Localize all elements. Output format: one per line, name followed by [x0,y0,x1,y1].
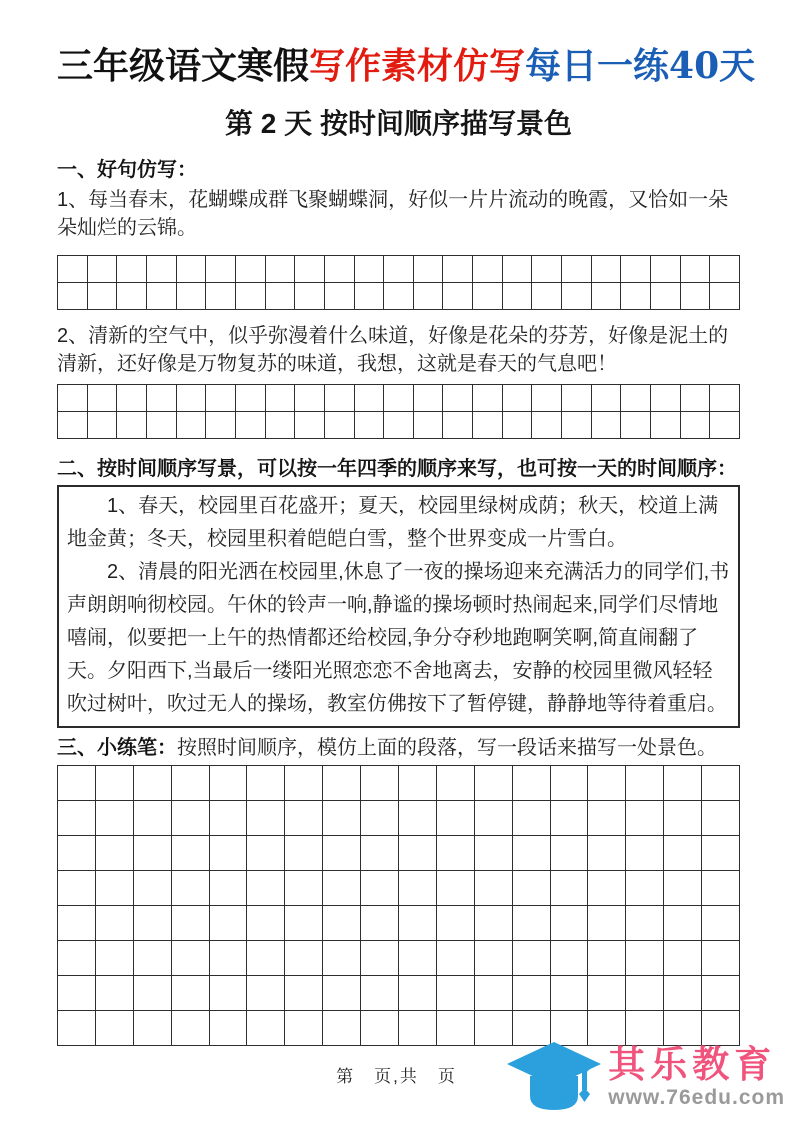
grid-cell [355,385,385,412]
grid-cell [58,976,96,1011]
grid-cell [236,412,266,439]
grid-cell [626,836,664,871]
grid-cell [295,256,325,283]
grid-cell [172,766,210,801]
grid-cell [236,256,266,283]
grid-cell [285,976,323,1011]
grid-cell [399,871,437,906]
grid-cell [172,801,210,836]
grid-cell [626,871,664,906]
grid-cell [651,283,681,310]
grid-cell [147,385,177,412]
grid-cell [588,871,626,906]
grid-cell [325,283,355,310]
grid-cell [651,256,681,283]
grid-cell [437,871,475,906]
grid-cell [295,283,325,310]
grid-cell [134,976,172,1011]
grid-cell [206,385,236,412]
grid-cell [88,283,118,310]
grid-cell [58,801,96,836]
grid-cell [592,412,622,439]
grid-cell [437,976,475,1011]
grid-cell [206,412,236,439]
grid-cell [96,906,134,941]
grid-cell [210,766,248,801]
grid-cell [177,412,207,439]
grid-cell [117,412,147,439]
grid-cell [361,906,399,941]
grid-cell [588,906,626,941]
grid-cell [399,976,437,1011]
grid-cell [210,941,248,976]
grid-cell [285,906,323,941]
example-sentence-1: 1、每当春末，花蝴蝶成群飞聚蝴蝶洞，好似一片片流动的晚霞，又恰如一朵朵灿烂的云锦。 [57,189,729,239]
grid-cell [96,1011,134,1046]
publisher-url: www.76edu.com [608,1086,785,1109]
grid-cell [58,412,88,439]
grid-cell [323,766,361,801]
grid-cell [702,871,740,906]
grid-cell [355,412,385,439]
grid-cell [172,941,210,976]
grid-cell [399,801,437,836]
grid-cell [361,766,399,801]
grid-cell [295,412,325,439]
grid-cell [664,801,702,836]
grid-cell [513,906,551,941]
grid-cell [206,283,236,310]
grid-cell [475,766,513,801]
grid-cell [562,385,592,412]
grid-cell [626,941,664,976]
grid-cell [551,871,589,906]
title-part-grade: 三年级语文寒假 [57,45,310,87]
grid-cell [325,256,355,283]
grid-cell [626,906,664,941]
grid-cell [247,941,285,976]
grid-cell [266,412,296,439]
grid-cell [172,976,210,1011]
grid-cell [437,836,475,871]
grid-cell [651,385,681,412]
grid-cell [88,412,118,439]
grid-cell [551,976,589,1011]
grid-cell [621,412,651,439]
grid-cell [443,412,473,439]
grid-cell [361,1011,399,1046]
grid-cell [285,801,323,836]
grid-cell [134,766,172,801]
grid-cell [58,766,96,801]
practice-grid-2 [57,384,740,439]
grid-cell [117,385,147,412]
grid-cell [588,801,626,836]
grid-cell [664,976,702,1011]
grid-cell [702,836,740,871]
grid-cell [96,976,134,1011]
grid-cell [172,906,210,941]
grid-cell [592,256,622,283]
grid-cell [664,766,702,801]
grid-cell [236,385,266,412]
grid-cell [172,871,210,906]
grid-cell [177,256,207,283]
example-sentence-2: 2、清新的空气中，似乎弥漫着什么味道，好像是花朵的芬芳，好像是泥土的清新，还好像是万物复苏的味道，我想，这就是春天的气息吧！ [57,325,729,375]
grid-cell [323,836,361,871]
grid-cell [562,412,592,439]
grid-cell [681,256,711,283]
grid-cell [588,976,626,1011]
grid-cell [621,283,651,310]
title-part-material: 写作素材仿写 [309,45,526,87]
grid-cell [651,412,681,439]
grid-cell [210,1011,248,1046]
grid-cell [361,871,399,906]
grid-cell [702,801,740,836]
grid-cell [664,906,702,941]
grid-cell [503,412,533,439]
grid-cell [323,976,361,1011]
grid-cell [399,1011,437,1046]
grid-cell [473,283,503,310]
grid-cell [172,1011,210,1046]
example-paragraphs-box [57,485,740,728]
section3-heading: 三、小练笔： [57,737,177,759]
grid-cell [285,766,323,801]
grid-cell [621,256,651,283]
grid-cell [513,871,551,906]
day-heading: 第 2 天 按时间顺序描写景色 [225,108,572,139]
grid-cell [134,871,172,906]
grid-cell [266,385,296,412]
grid-cell [247,836,285,871]
grid-cell [399,906,437,941]
grid-cell [247,766,285,801]
grid-cell [437,766,475,801]
grid-cell [177,283,207,310]
grid-cell [323,801,361,836]
grid-cell [134,1011,172,1046]
grid-cell [266,256,296,283]
grid-cell [361,836,399,871]
grid-cell [551,941,589,976]
grid-cell [325,385,355,412]
publisher-name: 其乐教育 [608,1044,777,1085]
grid-cell [96,766,134,801]
grid-cell [621,385,651,412]
grid-cell [355,256,385,283]
grid-cell [532,412,562,439]
grid-cell [626,766,664,801]
grid-cell [58,871,96,906]
grid-cell [266,283,296,310]
grid-cell [513,976,551,1011]
grid-cell [414,385,444,412]
grid-cell [134,801,172,836]
grid-cell [147,412,177,439]
grid-cell [443,385,473,412]
grid-cell [323,906,361,941]
grid-cell [295,385,325,412]
grid-cell [361,941,399,976]
grid-cell [384,256,414,283]
grid-cell [503,283,533,310]
grid-cell [710,283,740,310]
grid-cell [134,906,172,941]
example-paragraph-2: 2、清晨的阳光洒在校园里,休息了一夜的操场迎来充满活力的同学们,书声朗朗响彻校园。午休的铃声一响,静谧的操场顿时热闹起来,同学们尽情地嘻闹，似要把一上午的热情都还给校园,争分夺秒地跑啊笑啊,简直闹翻了天。夕阳西下,当最后一缕阳光照恋恋不舍地离去，安静的校园里微风轻轻吹过树叶，吹过无人的操场，教室仿佛按下了暂停键，静静地等待着重启。 [67,561,730,715]
grid-cell [58,941,96,976]
grid-cell [58,256,88,283]
section3-line [57,735,740,761]
grid-cell [551,766,589,801]
grid-cell [247,801,285,836]
grid-cell [681,412,711,439]
grid-cell [414,256,444,283]
grid-cell [210,801,248,836]
grid-cell [532,256,562,283]
grid-cell [96,801,134,836]
grid-cell [710,256,740,283]
grid-cell [592,283,622,310]
grid-cell [437,801,475,836]
grid-cell [384,385,414,412]
grid-cell [473,412,503,439]
grid-cell [58,906,96,941]
grid-cell [247,1011,285,1046]
composition-grid [57,765,740,1046]
grid-cell [551,801,589,836]
grid-cell [475,836,513,871]
grid-cell [532,283,562,310]
section1-heading: 一、好句仿写： [57,159,197,181]
grid-cell [384,283,414,310]
grid-cell [681,283,711,310]
grid-cell [626,801,664,836]
grid-cell [399,766,437,801]
grid-cell [117,256,147,283]
grid-cell [210,836,248,871]
example-paragraph-1: 1、春天，校园里百花盛开；夏天，校园里绿树成荫；秋天，校道上满地金黄；冬天，校园里积着皑皑白雪，整个世界变成一片雪白。 [67,495,719,550]
grid-cell [236,283,266,310]
grid-cell [475,871,513,906]
grid-cell [399,836,437,871]
grid-cell [513,801,551,836]
grid-cell [172,836,210,871]
grid-cell [437,1011,475,1046]
grid-cell [247,976,285,1011]
grid-cell [361,801,399,836]
grid-cell [513,766,551,801]
grid-cell [88,256,118,283]
grid-cell [562,283,592,310]
grid-cell [437,941,475,976]
grid-cell [147,283,177,310]
grid-cell [117,283,147,310]
grid-cell [588,836,626,871]
grid-cell [147,256,177,283]
grid-cell [210,906,248,941]
grid-cell [513,941,551,976]
grid-cell [513,836,551,871]
grid-cell [323,871,361,906]
grid-cell [702,941,740,976]
grid-cell [285,941,323,976]
grid-cell [285,871,323,906]
section2-heading: 二、按时间顺序写景，可以按一年四季的顺序来写，也可按一天的时间顺序： [57,458,737,480]
grid-cell [134,836,172,871]
grid-cell [532,385,562,412]
grid-cell [710,385,740,412]
grid-cell [96,836,134,871]
grid-cell [443,283,473,310]
grid-cell [475,906,513,941]
grid-cell [562,256,592,283]
grid-cell [96,941,134,976]
grid-cell [475,801,513,836]
grid-cell [551,836,589,871]
grid-cell [681,385,711,412]
grid-cell [702,766,740,801]
grid-cell [664,871,702,906]
grid-cell [247,871,285,906]
publisher-logo-text [608,1044,785,1110]
graduation-cap-icon [504,1038,604,1116]
grid-cell [664,836,702,871]
grid-cell [626,976,664,1011]
grid-cell [325,412,355,439]
grid-cell [414,412,444,439]
grid-cell [414,283,444,310]
grid-cell [58,385,88,412]
section3-instruction: 按照时间顺序，模仿上面的段落，写一段话来描写一处景色。 [177,737,717,759]
grid-cell [592,385,622,412]
grid-cell [58,283,88,310]
grid-cell [323,941,361,976]
title-part-daily: 每日一练40天 [525,45,756,87]
grid-cell [206,256,236,283]
grid-cell [551,906,589,941]
grid-cell [247,906,285,941]
grid-cell [503,256,533,283]
grid-cell [361,976,399,1011]
grid-cell [443,256,473,283]
worksheet-page [57,0,756,1046]
grid-cell [58,1011,96,1046]
grid-cell [588,941,626,976]
grid-cell [475,941,513,976]
grid-cell [58,836,96,871]
grid-cell [210,976,248,1011]
grid-cell [134,941,172,976]
page-number-footer: 第 页,共 页 [336,1067,457,1086]
practice-grid-1 [57,255,740,310]
worksheet-title [57,42,756,90]
grid-cell [285,836,323,871]
grid-cell [96,871,134,906]
grid-cell [473,385,503,412]
grid-cell [475,976,513,1011]
grid-cell [285,1011,323,1046]
grid-cell [473,256,503,283]
grid-cell [702,976,740,1011]
grid-cell [384,412,414,439]
grid-cell [177,385,207,412]
grid-cell [355,283,385,310]
grid-cell [503,385,533,412]
grid-cell [702,906,740,941]
grid-cell [710,412,740,439]
grid-cell [88,385,118,412]
grid-cell [323,1011,361,1046]
grid-cell [664,941,702,976]
grid-cell [588,766,626,801]
grid-cell [210,871,248,906]
grid-cell [437,906,475,941]
publisher-logo [504,1038,785,1116]
grid-cell [399,941,437,976]
